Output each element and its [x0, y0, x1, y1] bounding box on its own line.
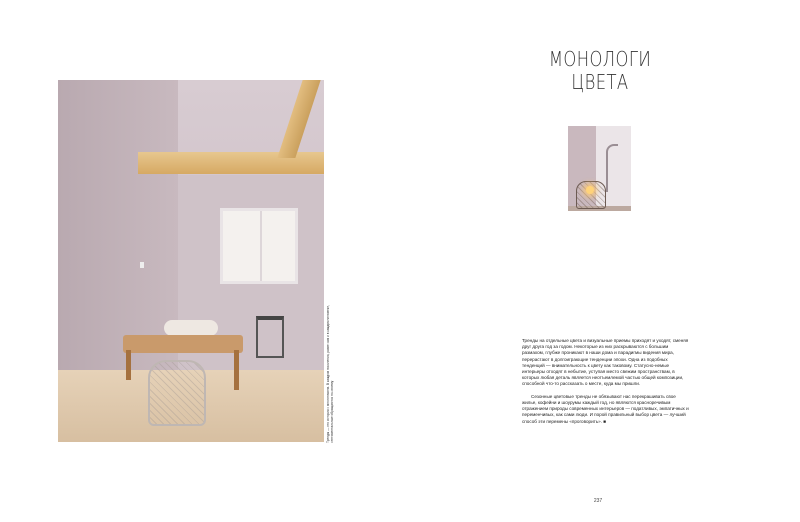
daybed-leg — [126, 350, 131, 380]
pillow — [164, 320, 218, 336]
wire-basket — [148, 360, 206, 426]
lantern-photo — [568, 126, 631, 211]
attic-bedroom-photo — [58, 80, 324, 442]
daybed-leg — [234, 350, 239, 390]
heron-silhouette — [606, 144, 618, 192]
photo-caption — [326, 285, 342, 443]
page-title — [534, 48, 665, 94]
title-line-1: МОНОЛОГИ — [548, 47, 652, 71]
paragraph-1: Тренды на отдельные цвета и визуальные приемы приходят и уходят, сменяя друг друга год за годом. Некоторые из них раскрываются с большим размахом, глубже проникают в наши дома и парадигмы видения мира, перерастают в долгоиграющие тенденции эпохи. Одна из подобных тенденций — внимательность к цвету как таковому. Статусно-немые интерьеры отходят в небытие, уступая место свежим пространствам, в которых любая деталь является неотъемлемой частью общей композиции, способной что-то рассказать о месте, куда мы пришли. — [522, 338, 689, 387]
window — [220, 208, 298, 284]
candle-glow — [586, 186, 594, 194]
side-table — [256, 316, 284, 358]
light-switch — [140, 262, 144, 268]
daybed — [123, 335, 243, 353]
paragraph-2: Сезонные цветовые тренды не обязывают нас перекрашивать свое жилье, кофейни и шоурумы каждый год, но являются красноречивым отражением природы современных интерьеров — податливых, эмпатичных и переменчивых, как сами люди. И порой правильный выбор цвета — лучший способ эти перемены «проговорить». ■ — [522, 393, 689, 424]
title-line-2: ЦВЕТА — [571, 70, 629, 94]
photo-caption-text: Тренды — это история с многоточием. В каждом поколении, разве сам и в каждом человеке, сентиментальные обращаются по-своему — [326, 305, 334, 443]
page-number: 237 — [593, 498, 603, 504]
article-body — [522, 338, 690, 425]
